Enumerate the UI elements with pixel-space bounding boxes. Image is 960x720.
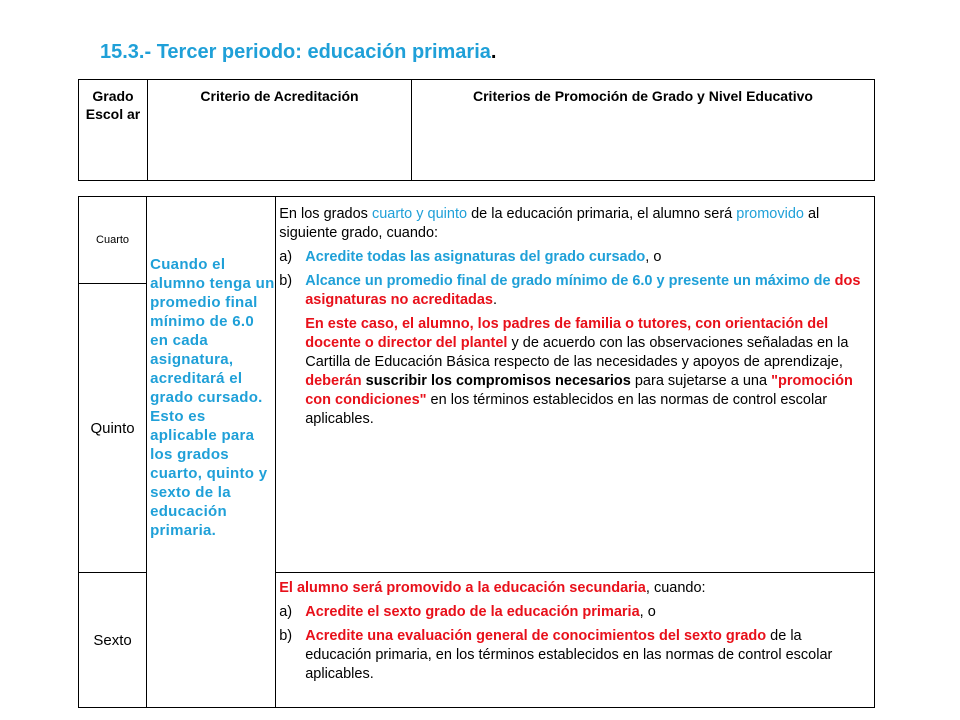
acreditacion-text: Cuando el alumno tenga un promedio final mínimo de 6.0 en cada asignatura, acreditará el grado cursado. Esto es aplicable para los grados cuarto, quinto y sexto de la educación primaria. (150, 256, 275, 539)
promocion-sexto-cell (276, 573, 875, 708)
list-item-a: a) Acredite el sexto grado de la educación primaria, o (279, 604, 656, 620)
list-item-b: b) Acredite una evaluación general de conocimientos del sexto grado de la educación primaria, en los términos establecidos en las normas de control escolar aplicables. (279, 628, 833, 682)
table-row-cuarto (79, 197, 875, 284)
grade-sexto: Sexto (79, 573, 147, 708)
acreditacion-cell (147, 197, 276, 708)
header-criterio-acreditacion: Criterio de Acreditación (148, 80, 412, 181)
page-title (100, 41, 496, 64)
grade-cuarto: Cuarto (79, 197, 147, 284)
grade-quinto: Quinto (79, 284, 147, 573)
header-criterios-promocion: Criterios de Promoción de Grado y Nivel Educativo (412, 80, 875, 181)
header-row (79, 80, 875, 181)
criteria-table (78, 196, 875, 708)
title-text: 15.3.- Tercer periodo: educación primaria (100, 41, 491, 63)
list-item-b: b) Alcance un promedio final de grado mínimo de 6.0 y presente un máximo de dos asignaturas no acreditadas. (279, 273, 861, 308)
list-item-a: a) Acredite todas las asignaturas del grado cursado, o (279, 249, 662, 265)
header-grado-escolar: Grado Escol ar (79, 80, 148, 181)
promocion-intro: En los grados cuarto y quinto de la educación primaria, el alumno será promovido al siguiente grado, cuando: (279, 206, 820, 241)
header-table (78, 79, 875, 181)
promocion-cuarto-quinto-cell (276, 197, 875, 573)
promocion-sexto-intro: El alumno será promovido a la educación secundaria, cuando: (279, 580, 706, 596)
condiciones-paragraph: En este caso, el alumno, los padres de familia o tutores, con orientación del docente o director del plantel y de acuerdo con las observaciones señaladas en la Cartilla de Educación Básica respecto de las necesidades y apoyos de aprendizaje, deberán suscribir los compromisos necesarios para sujetarse a una "promoción con condiciones" en los términos establecidos en las normas de control escolar aplicables. (305, 316, 853, 427)
title-dot: . (490, 41, 497, 63)
